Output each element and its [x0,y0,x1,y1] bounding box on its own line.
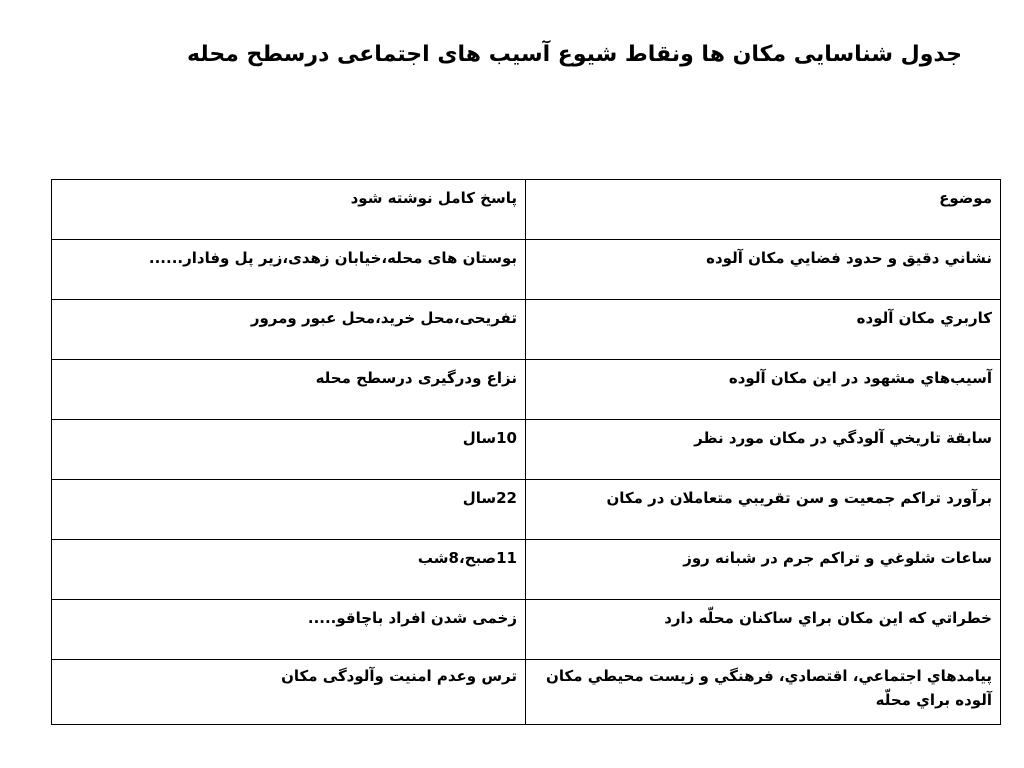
table-row [52,480,1001,540]
table-row [52,300,1001,360]
table-cell-answer: ترس وعدم امنیت وآلودگی مکان [52,660,526,725]
page-title: جدول شناسایی مکان ها ونقاط شیوع آسیب های اجتماعی درسطح محله [187,42,962,67]
table-cell-answer: بوستان های محله،خیابان زهدی،زیر پل وفادار...... [52,240,526,300]
table-cell-topic: خطراتي که اين مکان براي ساکنان محلّه دارد [526,600,1001,660]
table-cell-topic: موضوع [526,180,1001,240]
table-cell-topic: سابقة تاريخي آلودگي در مکان مورد نظر [526,420,1001,480]
table-cell-answer: 11صبح،8شب [52,540,526,600]
table-row [52,660,1001,725]
table-cell-topic: آسيب‌هاي مشهود در اين مکان آلوده [526,360,1001,420]
table-row [52,600,1001,660]
table-row [52,420,1001,480]
table-cell-topic: کاربري مکان آلوده [526,300,1001,360]
table-cell-answer: 22سال [52,480,526,540]
table-cell-answer: تفریحی،محل خرید،محل عبور ومرور [52,300,526,360]
table-cell-topic: نشاني دقيق و حدود فضايي مکان آلوده [526,240,1001,300]
table-row [52,180,1001,240]
table-cell-answer: نزاع ودرگیری درسطح محله [52,360,526,420]
table-cell-answer: پاسخ کامل نوشته شود [52,180,526,240]
survey-table [51,179,1001,725]
table-row [52,240,1001,300]
table-cell-topic: برآورد تراکم جمعيت و سن تقريبي متعاملان در مکان [526,480,1001,540]
table-cell-topic: پيامدهاي اجتماعي، اقتصادي، فرهنگي و زيست محيطي مکان آلوده براي محلّه [526,660,1001,725]
table-cell-answer: زخمی شدن افراد باچاقو..... [52,600,526,660]
table-cell-answer: 10سال [52,420,526,480]
table-row [52,540,1001,600]
table-cell-topic: ساعات شلوغي و تراکم جرم در شبانه روز [526,540,1001,600]
table-row [52,360,1001,420]
